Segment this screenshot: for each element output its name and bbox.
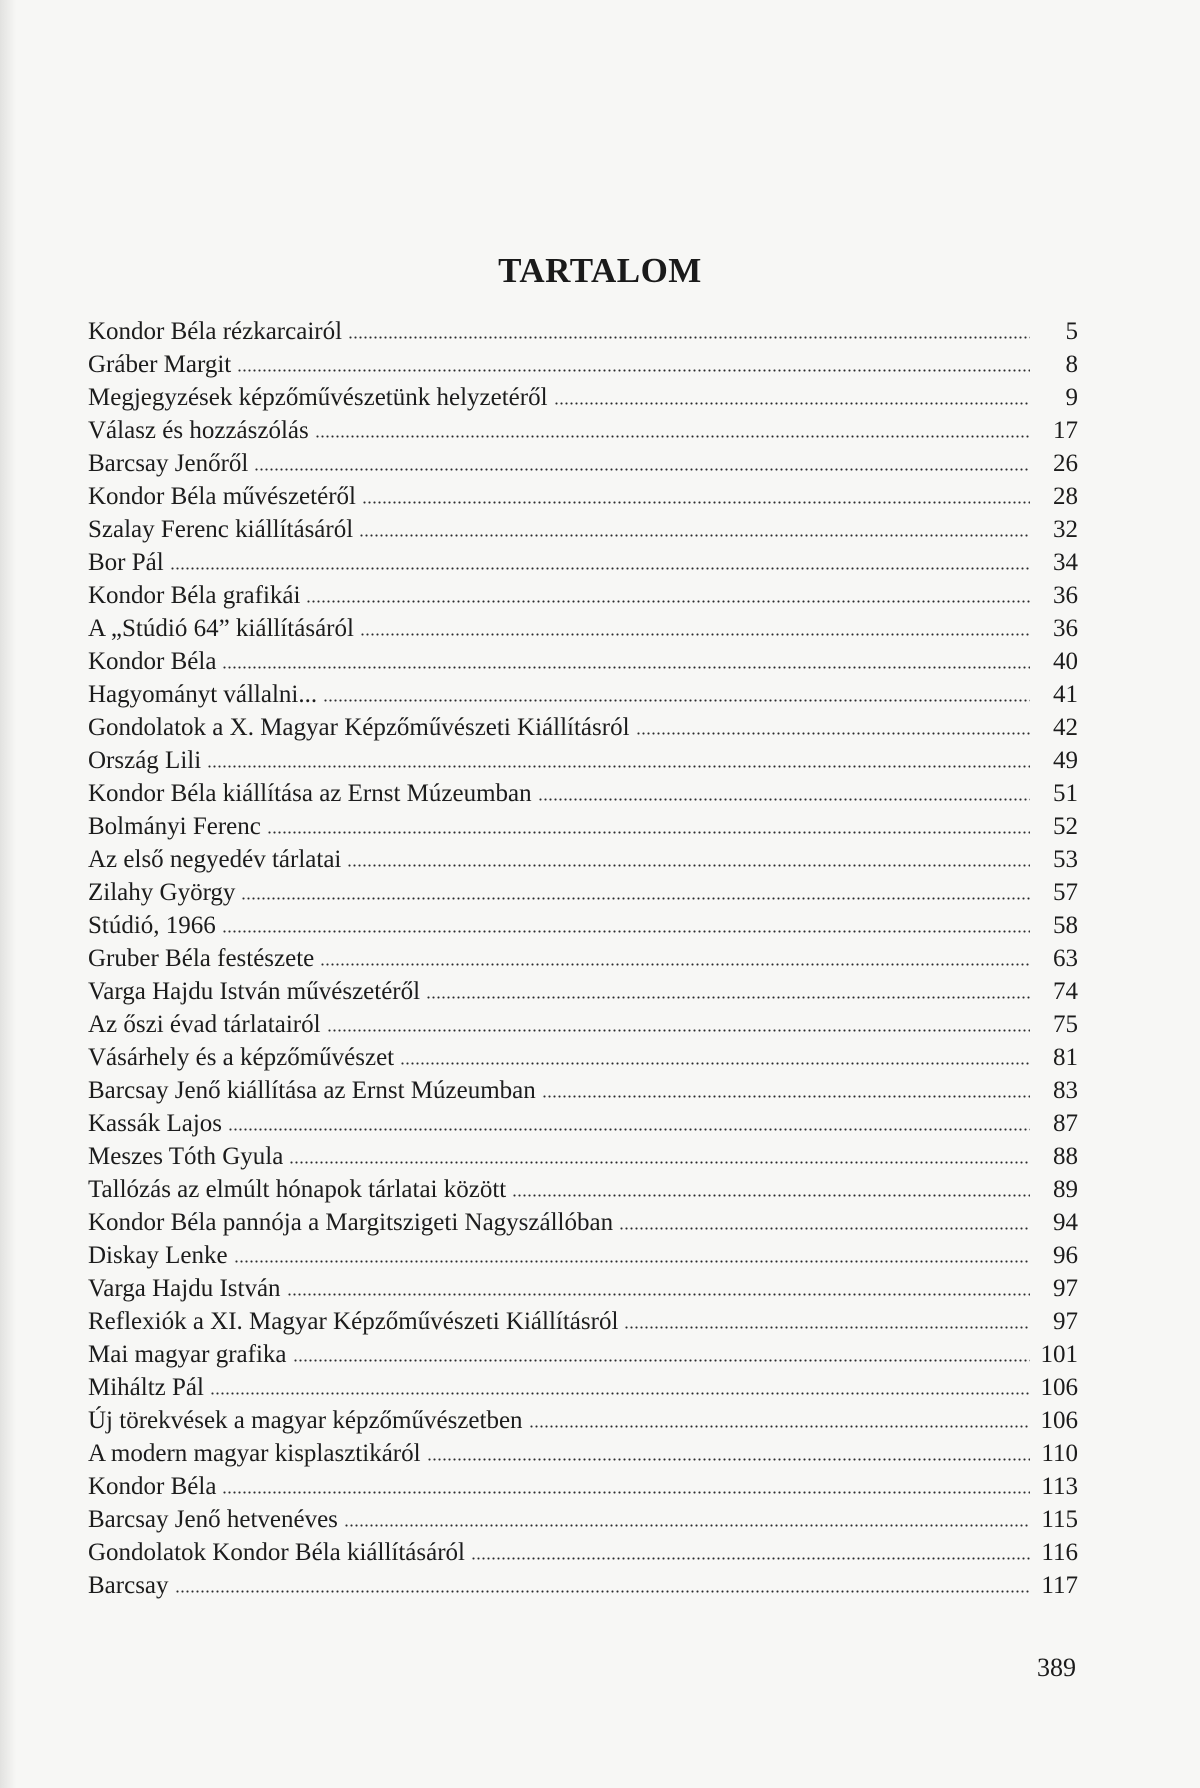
toc-entry-page: 51: [1053, 780, 1078, 807]
toc-entry-title: Az első negyedév tárlatai: [88, 846, 342, 873]
toc-entry-page: 40: [1053, 648, 1078, 675]
dot-leader: [234, 1257, 1030, 1263]
toc-entry-page: 52: [1053, 813, 1078, 840]
toc-entry-page: 87: [1053, 1110, 1078, 1137]
toc-entry: [88, 1272, 1078, 1305]
toc-entry-title: Kondor Béla pannója a Margitszigeti Nagyszállóban: [88, 1209, 614, 1236]
toc-entry: [88, 1338, 1078, 1371]
toc-entry-page: 49: [1053, 747, 1078, 774]
toc-entry: [88, 1173, 1078, 1206]
toc-entry-title: Tallózás az elmúlt hónapok tárlatai között: [88, 1176, 507, 1203]
toc-entry-title: Kondor Béla: [88, 648, 217, 675]
dot-leader: [323, 696, 1030, 702]
dot-leader: [512, 1191, 1030, 1197]
dot-leader: [210, 1389, 1030, 1395]
toc-entry: [88, 777, 1078, 810]
toc-entry: [88, 1371, 1078, 1404]
toc-entry: [88, 645, 1078, 678]
toc-entry-title: Válasz és hozzászólás: [88, 417, 309, 444]
dot-leader: [267, 828, 1030, 834]
toc-entry: [88, 843, 1078, 876]
page-title: TARTALOM: [498, 251, 702, 291]
toc-entry: [88, 1008, 1078, 1041]
toc-entry: [88, 480, 1078, 513]
toc-entry-title: Zilahy György: [88, 879, 236, 906]
toc-entry-title: Kondor Béla kiállítása az Ernst Múzeumban: [88, 780, 532, 807]
dot-leader: [426, 993, 1030, 999]
dot-leader: [542, 1092, 1030, 1098]
toc-entry-page: 97: [1053, 1308, 1078, 1335]
toc-entry: [88, 909, 1078, 942]
toc-entry: [88, 1437, 1078, 1470]
toc-entry-page: 17: [1053, 417, 1078, 444]
toc-entry-title: Barcsay Jenőről: [88, 450, 249, 477]
toc-entry-page: 106: [1040, 1407, 1078, 1434]
toc-entry-page: 36: [1053, 615, 1078, 642]
dot-leader: [427, 1455, 1030, 1461]
toc-entry-title: Mai magyar grafika: [88, 1341, 287, 1368]
toc-entry-page: 116: [1041, 1539, 1078, 1566]
dot-leader: [207, 762, 1030, 768]
dot-leader: [359, 531, 1030, 537]
toc-entry: [88, 381, 1078, 414]
dot-leader: [554, 399, 1030, 405]
toc-entry-title: Barcsay Jenő hetvenéves: [88, 1506, 338, 1533]
toc-entry-title: Kondor Béla grafikái: [88, 582, 301, 609]
toc-entry-page: 28: [1053, 483, 1078, 510]
toc-entry: [88, 1404, 1078, 1437]
toc-entry-title: Meszes Tóth Gyula: [88, 1143, 284, 1170]
toc-entry: [88, 315, 1078, 348]
dot-leader: [327, 1026, 1030, 1032]
toc-entry-page: 94: [1053, 1209, 1078, 1236]
toc-entry: [88, 1107, 1078, 1140]
toc-entry-page: 89: [1053, 1176, 1078, 1203]
toc-entry: [88, 579, 1078, 612]
toc-entry-page: 117: [1041, 1572, 1078, 1599]
toc-entry: [88, 348, 1078, 381]
toc-entry-page: 74: [1053, 978, 1078, 1005]
toc-entry-title: Varga Hajdu István: [88, 1275, 281, 1302]
toc-entry-title: Ország Lili: [88, 747, 202, 774]
dot-leader: [619, 1224, 1030, 1230]
dot-leader: [287, 1290, 1030, 1296]
page-number: 389: [1037, 1653, 1076, 1682]
toc-entry-title: Gruber Béla festészete: [88, 945, 315, 972]
toc-entry-title: Bor Pál: [88, 549, 164, 576]
toc-entry-title: Kassák Lajos: [88, 1110, 222, 1137]
toc-entry-page: 75: [1053, 1011, 1078, 1038]
dot-leader: [636, 729, 1030, 735]
toc-entry-page: 63: [1053, 945, 1078, 972]
toc-entry: [88, 876, 1078, 909]
dot-leader: [170, 564, 1030, 570]
toc-entry: [88, 612, 1078, 645]
toc-entry: [88, 513, 1078, 546]
toc-entry-page: 32: [1053, 516, 1078, 543]
dot-leader: [228, 1125, 1030, 1131]
dot-leader: [254, 465, 1030, 471]
toc-entry-page: 53: [1053, 846, 1078, 873]
toc-entry: [88, 1536, 1078, 1569]
toc-entry: [88, 1503, 1078, 1536]
dot-leader: [222, 1488, 1030, 1494]
toc-entry-page: 83: [1053, 1077, 1078, 1104]
toc-entry-page: 41: [1053, 681, 1078, 708]
toc-entry: [88, 1470, 1078, 1503]
toc-entry-page: 58: [1053, 912, 1078, 939]
toc-entry: [88, 447, 1078, 480]
toc-entry-title: Stúdió, 1966: [88, 912, 216, 939]
toc-entry-page: 81: [1053, 1044, 1078, 1071]
dot-leader: [320, 960, 1030, 966]
dot-leader: [175, 1587, 1030, 1593]
toc-entry-page: 97: [1053, 1275, 1078, 1302]
dot-leader: [237, 366, 1030, 372]
toc-entry-title: Barcsay: [88, 1572, 169, 1599]
toc-entry: [88, 810, 1078, 843]
dot-leader: [293, 1356, 1030, 1362]
toc-entry: [88, 1239, 1078, 1272]
toc-entry-page: 101: [1040, 1341, 1078, 1368]
toc-entry-title: Kondor Béla: [88, 1473, 217, 1500]
dot-leader: [241, 894, 1030, 900]
dot-leader: [362, 498, 1030, 504]
toc-entry-title: Gráber Margit: [88, 351, 232, 378]
dot-leader: [347, 861, 1030, 867]
dot-leader: [289, 1158, 1030, 1164]
toc-entry-title: Varga Hajdu István művészetéről: [88, 978, 421, 1005]
dot-leader: [538, 795, 1030, 801]
toc-entry: [88, 1140, 1078, 1173]
dot-leader: [360, 630, 1030, 636]
toc-entry-title: Hagyományt vállalni...: [88, 681, 318, 708]
dot-leader: [344, 1521, 1030, 1527]
toc-entry-title: Bolmányi Ferenc: [88, 813, 261, 840]
toc-entry: [88, 414, 1078, 447]
toc-entry-page: 26: [1053, 450, 1078, 477]
toc-entry: [88, 942, 1078, 975]
toc-entry: [88, 1569, 1078, 1602]
toc-entry-title: Vásárhely és a képzőművészet: [88, 1044, 395, 1071]
toc-entry-page: 96: [1053, 1242, 1078, 1269]
dot-leader: [315, 432, 1030, 438]
toc-entry: [88, 678, 1078, 711]
toc-entry-title: Reflexiók a XI. Magyar Képzőművészeti Kiállításról: [88, 1308, 619, 1335]
toc-entry-page: 36: [1053, 582, 1078, 609]
toc-entry-page: 57: [1053, 879, 1078, 906]
toc-entry: [88, 744, 1078, 777]
toc-entry-title: A „Stúdió 64” kiállításáról: [88, 615, 354, 642]
toc-entry-page: 34: [1053, 549, 1078, 576]
toc-entry-page: 9: [1065, 384, 1078, 411]
toc-entry: [88, 975, 1078, 1008]
toc-entry-page: 42: [1053, 714, 1078, 741]
toc-entry-title: Barcsay Jenő kiállítása az Ernst Múzeumban: [88, 1077, 536, 1104]
toc-entry-title: Megjegyzések képzőművészetünk helyzetéről: [88, 384, 548, 411]
toc-entry-page: 5: [1065, 318, 1078, 345]
toc-entry-page: 106: [1040, 1374, 1078, 1401]
toc-entry-title: Kondor Béla művészetéről: [88, 483, 356, 510]
toc-entry-page: 113: [1041, 1473, 1078, 1500]
toc-entry-page: 110: [1041, 1440, 1078, 1467]
toc-entry-page: 88: [1053, 1143, 1078, 1170]
dot-leader: [306, 597, 1030, 603]
toc-entry-title: Kondor Béla rézkarcairól: [88, 318, 343, 345]
toc-entry-title: Gondolatok Kondor Béla kiállításáról: [88, 1539, 466, 1566]
toc-entry-title: Az őszi évad tárlatairól: [88, 1011, 321, 1038]
dot-leader: [222, 663, 1030, 669]
dot-leader: [471, 1554, 1030, 1560]
dot-leader: [222, 927, 1030, 933]
dot-leader: [348, 333, 1030, 339]
toc-entry-page: 8: [1065, 351, 1078, 378]
toc-entry-title: Új törekvések a magyar képzőművészetben: [88, 1407, 523, 1434]
toc-entry-title: Miháltz Pál: [88, 1374, 204, 1401]
toc-entry: [88, 1305, 1078, 1338]
toc-entry-page: 115: [1041, 1506, 1078, 1533]
toc-entry: [88, 1074, 1078, 1107]
toc-entry-title: Szalay Ferenc kiállításáról: [88, 516, 354, 543]
toc-entry: [88, 711, 1078, 744]
toc-entry: [88, 1041, 1078, 1074]
toc-entry-title: Gondolatok a X. Magyar Képzőművészeti Kiállításról: [88, 714, 630, 741]
toc-entry-title: A modern magyar kisplasztikáról: [88, 1440, 421, 1467]
table-of-contents: [88, 315, 1078, 1602]
toc-entry: [88, 546, 1078, 579]
toc-entry: [88, 1206, 1078, 1239]
toc-entry-title: Diskay Lenke: [88, 1242, 228, 1269]
dot-leader: [529, 1422, 1030, 1428]
dot-leader: [400, 1059, 1030, 1065]
dot-leader: [624, 1323, 1030, 1329]
